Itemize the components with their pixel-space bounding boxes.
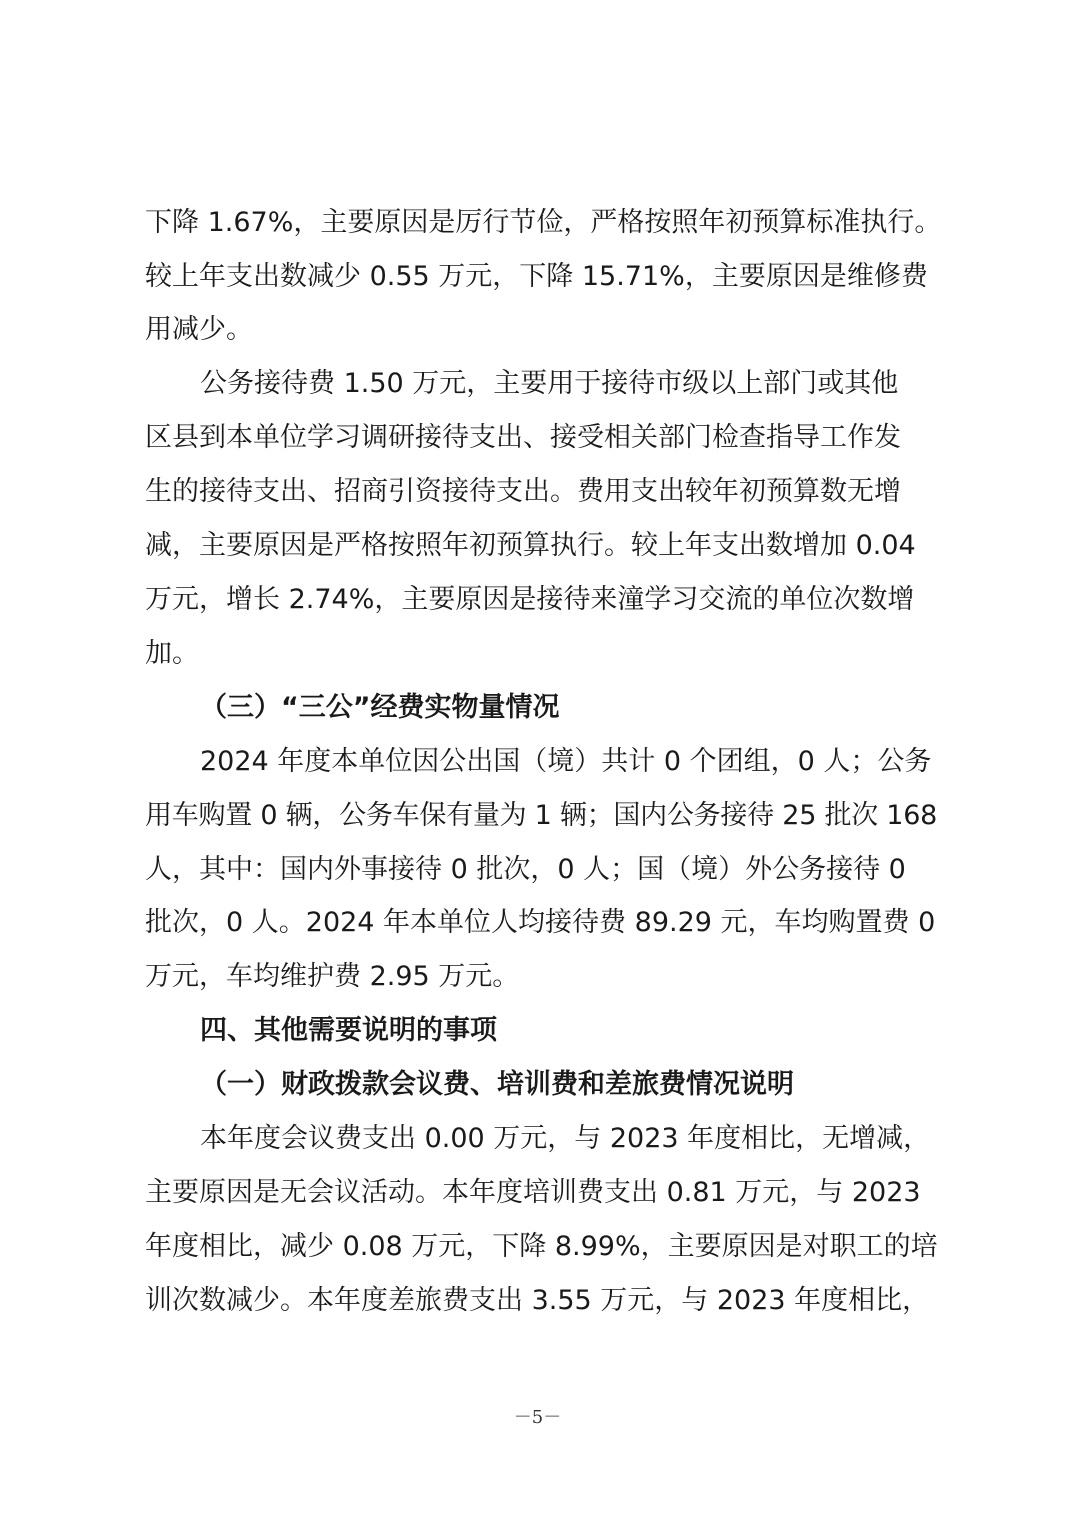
paragraph-line: 生的接待支出、招商引资接待支出。费用支出较年初预算数无增	[145, 476, 901, 507]
paragraph-line: 批次，0 人。2024 年本单位人均接待费 89.29 元，车均购置费 0	[145, 907, 936, 938]
paragraph-line: 用车购置 0 辆，公务车保有量为 1 辆；国内公务接待 25 批次 168	[145, 800, 938, 831]
paragraph-line: 本年度会议费支出 0.00 万元，与 2023 年度相比，无增减，	[200, 1123, 931, 1154]
paragraph-line: 公务接待费 1.50 万元，主要用于接待市级以上部门或其他	[200, 368, 899, 399]
paragraph-line: 区县到本单位学习调研接待支出、接受相关部门检查指导工作发	[145, 422, 901, 453]
paragraph-line: 减，主要原因是严格按照年初预算执行。较上年支出数增加 0.04	[145, 530, 916, 561]
paragraph-line: 人，其中：国内外事接待 0 批次，0 人；国（境）外公务接待 0	[145, 854, 906, 885]
subsection-heading: （一）财政拨款会议费、培训费和差旅费情况说明	[200, 1069, 794, 1100]
section-heading: （三）“三公”经费实物量情况	[200, 692, 560, 723]
paragraph-line: 万元，增长 2.74%，主要原因是接待来潼学习交流的单位次数增	[145, 584, 915, 615]
paragraph-line: 主要原因是无会议活动。本年度培训费支出 0.81 万元，与 2023	[145, 1177, 921, 1208]
section-heading: 四、其他需要说明的事项	[200, 1015, 497, 1046]
paragraph-line: 2024 年度本单位因公出国（境）共计 0 个团组，0 人；公务	[200, 746, 932, 777]
paragraph-line: 万元，车均维护费 2.95 万元。	[145, 961, 520, 992]
paragraph-line: 训次数减少。本年度差旅费支出 3.55 万元，与 2023 年度相比，	[145, 1285, 930, 1316]
paragraph-line: 年度相比，减少 0.08 万元，下降 8.99%，主要原因是对职工的培	[145, 1231, 938, 1262]
page-number: －5－	[513, 1407, 562, 1428]
paragraph-line: 下降 1.67%，主要原因是厉行节俭，严格按照年初预算标准执行。	[145, 207, 942, 238]
paragraph-line: 加。	[145, 638, 199, 669]
paragraph-line: 较上年支出数减少 0.55 万元，下降 15.71%，主要原因是维修费	[145, 261, 928, 292]
paragraph-line: 用减少。	[145, 314, 253, 345]
